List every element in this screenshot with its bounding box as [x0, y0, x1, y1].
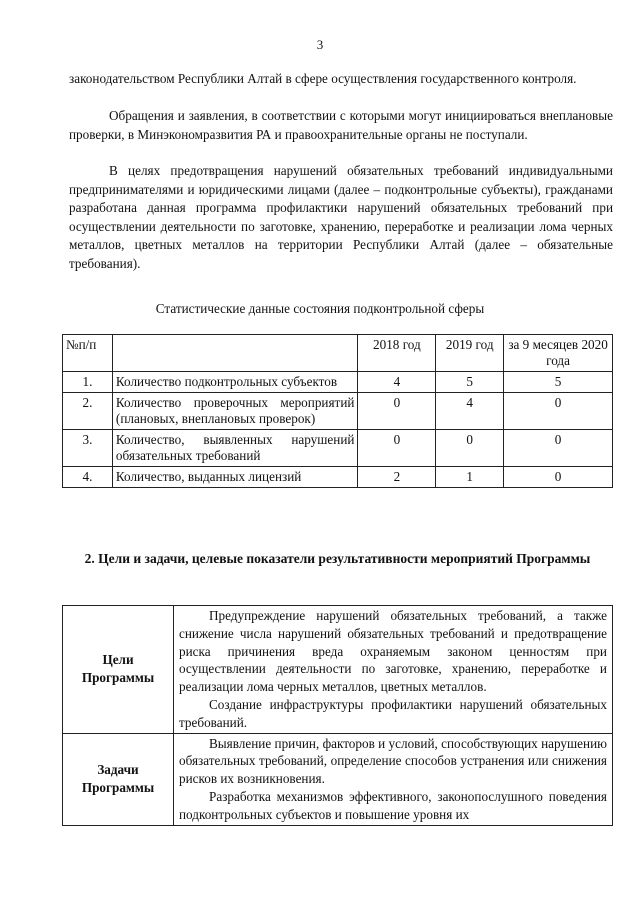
- goals-table: [62, 605, 613, 826]
- value-2019: 4: [436, 393, 504, 430]
- tasks-label: Задачи Программы: [63, 733, 174, 825]
- stats-table-title: Статистические данные состояния подконтрольной сферы: [155, 301, 485, 316]
- table-row: [63, 430, 613, 467]
- value-2019: 5: [436, 372, 504, 393]
- value-2018: 2: [358, 467, 436, 488]
- value-2019: 1: [436, 467, 504, 488]
- value-2019: 0: [436, 430, 504, 467]
- row-label: Количество, выявленных нарушений обязательных требований: [112, 430, 358, 467]
- goals-row: [63, 606, 613, 734]
- goals-label: Цели Программы: [63, 606, 174, 734]
- tasks-paragraph: Разработка механизмов эффективного, законопослушного поведения подконтрольных субъектов и повышение уровня их: [179, 788, 607, 822]
- row-label: Количество проверочных мероприятий (плановых, внеплановых проверок): [112, 393, 358, 430]
- row-number: 1.: [63, 372, 113, 393]
- header-2019: 2019 год: [436, 335, 504, 372]
- table-row: [63, 467, 613, 488]
- header-2020: за 9 месяцев 2020 года: [504, 335, 613, 372]
- header-2018: 2018 год: [358, 335, 436, 372]
- value-2018: 0: [358, 430, 436, 467]
- table-row: [63, 393, 613, 430]
- value-2020: 0: [504, 467, 613, 488]
- value-2018: 4: [358, 372, 436, 393]
- row-label: Количество подконтрольных субъектов: [112, 372, 358, 393]
- value-2020: 5: [504, 372, 613, 393]
- header-label: [112, 335, 358, 372]
- paragraph-3: В целях предотвращения нарушений обязательных требований индивидуальными предпринимателями и юридическими лицами (далее – подконтрольные субъекты), гражданами разработана данная программа профилактики нарушений обязательных требований при осуществлении деятельности по заготовке, хранению, переработке и реализации лома черных металлов, цветных металлов на территории Республики Алтай (далее – обязательные требования).: [69, 163, 613, 271]
- stats-table-header: [63, 335, 613, 372]
- row-label: Количество, выданных лицензий: [112, 467, 358, 488]
- stats-table: [62, 334, 613, 488]
- header-num: №п/п: [63, 335, 113, 372]
- goals-body: [174, 606, 613, 734]
- value-2020: 0: [504, 393, 613, 430]
- paragraph-1: законодательством Республики Алтай в сфере осуществления государственного контроля.: [69, 71, 577, 86]
- tasks-body: [174, 733, 613, 825]
- section-2-heading: 2. Цели и задачи, целевые показатели результативности мероприятий Программы: [84, 551, 591, 566]
- goals-paragraph: Создание инфраструктуры профилактики нарушений обязательных требований.: [179, 696, 607, 730]
- goals-paragraph: Предупреждение нарушений обязательных требований, а также снижение числа нарушений обязательных требований и предотвращение риска причинения вреда охраняемым законом ценностям при осуществлении деятельности по заготовке, хранению, переработке и реализации лома черных металлов, цветных металлов.: [179, 608, 607, 695]
- value-2018: 0: [358, 393, 436, 430]
- value-2020: 0: [504, 430, 613, 467]
- table-row: [63, 372, 613, 393]
- row-number: 3.: [63, 430, 113, 467]
- row-number: 4.: [63, 467, 113, 488]
- tasks-row: [63, 733, 613, 825]
- row-number: 2.: [63, 393, 113, 430]
- tasks-paragraph: Выявление причин, факторов и условий, способствующих нарушению обязательных требований, определение способов устранения или снижения рисков их возникновения.: [179, 735, 607, 787]
- page-number: 3: [316, 37, 324, 52]
- paragraph-2: Обращения и заявления, в соответствии с которыми могут инициироваться внеплановые проверки, в Минэкономразвития РА и правоохранительные органы не поступали.: [69, 108, 613, 142]
